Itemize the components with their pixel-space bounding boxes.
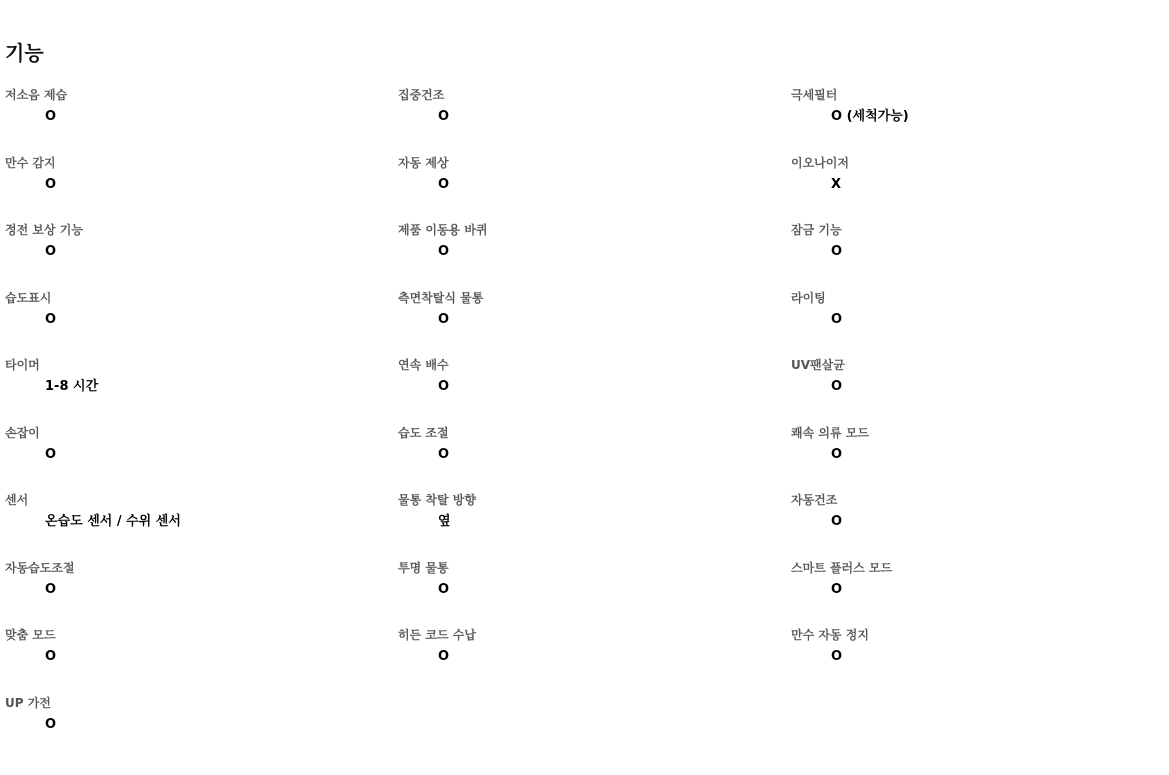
- spec-value: O: [438, 581, 450, 597]
- spec-value: O: [831, 311, 843, 327]
- spec-value: O: [438, 649, 450, 664]
- spec-label: 습도표시: [5, 290, 52, 305]
- spec-value: O: [831, 244, 843, 259]
- spec-item-hidden-cord-storage: [398, 627, 791, 695]
- feature-spec-list: [5, 87, 1165, 762]
- spec-item-humidity-display: [5, 290, 398, 358]
- spec-item-moving-wheels: [398, 222, 791, 290]
- spec-value: 옆: [438, 514, 451, 529]
- spec-label: 쾌속 의류 모드: [791, 425, 869, 440]
- spec-label: 습도 조절: [398, 425, 449, 440]
- spec-item-auto-drying: [791, 492, 1165, 560]
- spec-label: 만수 감지: [5, 155, 56, 170]
- spec-item-power-failure-compensation: [5, 222, 398, 290]
- spec-value: O: [45, 244, 57, 259]
- spec-value: O: [45, 446, 57, 462]
- spec-item-micro-filter: [791, 87, 1165, 155]
- spec-item-full-tank-detection: [5, 155, 398, 223]
- spec-item-auto-defrost: [398, 155, 791, 223]
- spec-item-up-appliance: [5, 695, 398, 763]
- spec-value: O: [831, 446, 843, 462]
- spec-label: 히든 코드 수납: [398, 628, 476, 642]
- spec-label: 연속 배수: [398, 358, 449, 372]
- spec-value: O: [45, 109, 57, 124]
- spec-value: 온습도 센서 / 수위 센서: [45, 514, 181, 529]
- spec-label: 극세필터: [791, 88, 838, 102]
- spec-item-custom-mode: [5, 627, 398, 695]
- spec-value: O: [45, 176, 57, 192]
- spec-item-fast-clothes-mode: [791, 425, 1165, 493]
- spec-label: 자동 제상: [398, 155, 449, 170]
- spec-value: O: [831, 379, 843, 394]
- spec-label: UP 가전: [5, 695, 51, 710]
- spec-item-lighting: [791, 290, 1165, 358]
- spec-value: O (세척가능): [831, 109, 909, 124]
- spec-value: O: [438, 311, 450, 327]
- spec-label: 센서: [5, 493, 29, 507]
- spec-item-low-noise-dehumidify: [5, 87, 398, 155]
- spec-value: O: [438, 244, 450, 259]
- spec-item-handle: [5, 425, 398, 493]
- spec-item-lock-function: [791, 222, 1165, 290]
- spec-label: UV팬살균: [791, 358, 845, 372]
- spec-label: 잠금 기능: [791, 223, 842, 237]
- spec-value: O: [438, 176, 450, 192]
- spec-value: O: [438, 379, 450, 394]
- spec-item-uv-fan-sterilization: [791, 357, 1165, 425]
- spec-item-full-tank-auto-stop: [791, 627, 1165, 695]
- spec-label: 물통 착탈 방향: [398, 493, 476, 507]
- spec-value: O: [45, 716, 57, 732]
- spec-label: 스마트 플러스 모드: [791, 560, 893, 575]
- spec-label: 손잡이: [5, 425, 40, 440]
- spec-value: 1-8 시간: [45, 379, 99, 394]
- spec-item-smart-plus-mode: [791, 560, 1165, 628]
- spec-item-side-detachable-tank: [398, 290, 791, 358]
- spec-item-continuous-drain: [398, 357, 791, 425]
- spec-label: 타이머: [5, 358, 40, 372]
- spec-label: 집중건조: [398, 88, 445, 102]
- spec-value: O: [831, 514, 843, 529]
- spec-label: 투명 물통: [398, 560, 449, 575]
- spec-item-concentrated-drying: [398, 87, 791, 155]
- spec-label: 맞춤 모드: [5, 628, 56, 642]
- spec-item-timer: [5, 357, 398, 425]
- spec-value: X: [831, 176, 842, 192]
- spec-item-ionizer: [791, 155, 1165, 223]
- spec-label: 자동습도조절: [5, 560, 75, 575]
- spec-label: 정전 보상 기능: [5, 223, 83, 237]
- spec-label: 저소음 제습: [5, 88, 68, 102]
- spec-value: O: [831, 581, 843, 597]
- spec-value: O: [45, 311, 57, 327]
- spec-value: O: [45, 649, 57, 664]
- spec-item-sensor: [5, 492, 398, 560]
- spec-value: O: [438, 446, 450, 462]
- spec-label: 제품 이동용 바퀴: [398, 223, 488, 237]
- spec-item-transparent-tank: [398, 560, 791, 628]
- spec-item-humidity-control: [398, 425, 791, 493]
- spec-label: 이오나이저: [791, 155, 849, 170]
- spec-item-tank-removal-direction: [398, 492, 791, 560]
- spec-label: 라이팅: [791, 290, 826, 305]
- spec-label: 측면착탈식 물통: [398, 290, 484, 305]
- section-title: 기능: [5, 41, 44, 65]
- spec-value: O: [831, 649, 843, 664]
- spec-value: O: [45, 581, 57, 597]
- spec-label: 자동건조: [791, 493, 838, 507]
- spec-item-auto-humidity-control: [5, 560, 398, 628]
- spec-value: O: [438, 109, 450, 124]
- spec-label: 만수 자동 정지: [791, 628, 869, 642]
